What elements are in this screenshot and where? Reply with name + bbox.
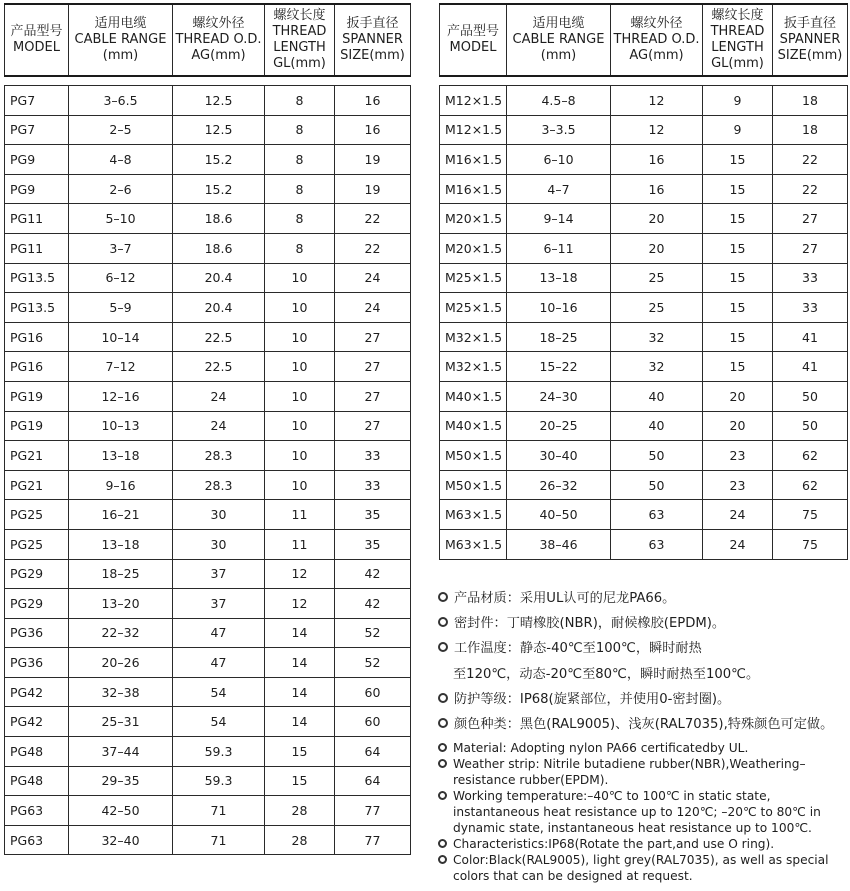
cell-thread-od: 32 [611,322,703,352]
note-material-cn: 产品材质：采用UL认可的尼龙PA66。 [438,586,850,611]
cell-cable-range: 29–35 [69,766,173,796]
cell-model: PG11 [5,204,69,234]
cell-cable-range: 2–6 [69,174,173,204]
cell-model: M12×1.5 [440,86,507,116]
cell-model: PG21 [5,441,69,471]
cell-thread-length: 20 [703,411,773,441]
table-row [5,618,411,648]
cell-cable-range: 20–25 [507,411,611,441]
cell-spanner-size: 22 [773,145,848,175]
table-row [440,86,848,116]
table-row [440,411,848,441]
cell-model: PG29 [5,589,69,619]
cell-thread-length: 14 [265,677,335,707]
product-notes [438,586,850,884]
cell-thread-length: 14 [265,707,335,737]
table-row [440,322,848,352]
header-thread-od: 螺纹外径 THREAD O.D. AG(mm) [611,4,703,76]
table-row [5,204,411,234]
cell-thread-length: 24 [703,529,773,559]
table-row [440,115,848,145]
cell-thread-length: 12 [265,589,335,619]
cell-spanner-size: 24 [335,293,411,323]
cell-model: M40×1.5 [440,411,507,441]
cell-model: PG36 [5,648,69,678]
cell-thread-od: 30 [173,529,265,559]
table-row [5,529,411,559]
cell-thread-length: 10 [265,381,335,411]
header-spanner-size: 扳手直径 SPANNER SIZE(mm) [335,4,411,76]
cell-cable-range: 16–21 [69,500,173,530]
table-row [440,441,848,471]
cell-spanner-size: 18 [773,115,848,145]
cell-thread-od: 20 [611,233,703,263]
cell-model: PG48 [5,737,69,767]
cell-model: PG11 [5,233,69,263]
header-thread-length: 螺纹长度 THREAD LENGTH GL(mm) [265,4,335,76]
cell-cable-range: 10–13 [69,411,173,441]
cell-spanner-size: 62 [773,470,848,500]
cell-thread-length: 15 [703,352,773,382]
header-gap [440,76,848,86]
table-row [5,86,411,116]
cell-spanner-size: 27 [773,233,848,263]
cell-model: PG7 [5,115,69,145]
note-temperature-cn: 工作温度：静态-40℃至100℃，瞬时耐热 [438,636,850,661]
table-row [5,441,411,471]
cell-cable-range: 6–10 [507,145,611,175]
table-row [5,381,411,411]
cell-thread-od: 47 [173,618,265,648]
pg-spec-rows [5,86,411,855]
table-row [5,263,411,293]
cell-thread-length: 10 [265,411,335,441]
cell-thread-od: 32 [611,352,703,382]
cell-model: PG9 [5,174,69,204]
cell-cable-range: 13–18 [69,529,173,559]
cell-cable-range: 3–6.5 [69,86,173,116]
metric-spec-table [439,3,848,560]
cell-thread-od: 16 [611,174,703,204]
cell-spanner-size: 27 [335,322,411,352]
table-row [5,707,411,737]
cell-model: M32×1.5 [440,322,507,352]
cell-thread-od: 59.3 [173,737,265,767]
header-thread-length: 螺纹长度 THREAD LENGTH GL(mm) [703,4,773,76]
cell-spanner-size: 35 [335,529,411,559]
cell-thread-length: 28 [265,796,335,826]
table-row [5,737,411,767]
cell-model: PG63 [5,796,69,826]
cell-cable-range: 18–25 [69,559,173,589]
cell-thread-od: 50 [611,470,703,500]
table-row [440,381,848,411]
cell-thread-od: 28.3 [173,441,265,471]
note-temperature-cn-cont: 至120℃，动态-20℃至80℃，瞬时耐热至100℃。 [453,666,760,682]
table-row [5,559,411,589]
cell-thread-od: 18.6 [173,204,265,234]
cell-thread-length: 9 [703,115,773,145]
bullet-icon [438,791,447,800]
cell-thread-length: 15 [703,322,773,352]
cell-thread-od: 18.6 [173,233,265,263]
cell-spanner-size: 33 [335,441,411,471]
pg-spec-table [4,3,411,855]
bullet-icon [438,855,447,864]
cell-thread-od: 20.4 [173,293,265,323]
cell-cable-range: 6–12 [69,263,173,293]
cell-spanner-size: 41 [773,322,848,352]
cell-model: PG9 [5,145,69,175]
table-row [5,796,411,826]
cell-cable-range: 4–8 [69,145,173,175]
cell-model: M25×1.5 [440,293,507,323]
cell-model: M25×1.5 [440,263,507,293]
table-row [5,293,411,323]
cell-thread-length: 15 [703,204,773,234]
cell-thread-od: 20 [611,204,703,234]
cell-model: PG16 [5,322,69,352]
cell-spanner-size: 62 [773,441,848,471]
cell-thread-od: 71 [173,796,265,826]
cell-thread-od: 28.3 [173,470,265,500]
table-row [5,411,411,441]
note-color-en: Color:Black(RAL9005), light grey(RAL7035), as well as special colors that can be designed at request. [438,852,850,884]
cell-model: M12×1.5 [440,115,507,145]
table-row [440,263,848,293]
cell-cable-range: 32–38 [69,677,173,707]
cell-cable-range: 24–30 [507,381,611,411]
cell-thread-length: 8 [265,86,335,116]
bullet-icon [438,759,447,768]
cell-cable-range: 10–16 [507,293,611,323]
cell-thread-od: 37 [173,559,265,589]
cell-cable-range: 5–10 [69,204,173,234]
cell-model: M50×1.5 [440,441,507,471]
cell-spanner-size: 18 [773,86,848,116]
cell-thread-od: 37 [173,589,265,619]
cell-thread-od: 59.3 [173,766,265,796]
cell-cable-range: 9–14 [507,204,611,234]
cell-thread-length: 12 [265,559,335,589]
cell-cable-range: 3–3.5 [507,115,611,145]
cell-thread-od: 22.5 [173,352,265,382]
cell-thread-od: 15.2 [173,174,265,204]
cell-cable-range: 2–5 [69,115,173,145]
cell-thread-od: 54 [173,707,265,737]
note-characteristics-en: Characteristics:IP68(Rotate the part,and use O ring). [438,836,850,852]
cell-cable-range: 32–40 [69,825,173,855]
cell-thread-length: 10 [265,263,335,293]
cell-model: M63×1.5 [440,500,507,530]
cell-thread-length: 8 [265,233,335,263]
cell-spanner-size: 75 [773,529,848,559]
cell-model: M32×1.5 [440,352,507,382]
cell-cable-range: 9–16 [69,470,173,500]
table-row [440,529,848,559]
cell-cable-range: 26–32 [507,470,611,500]
cell-cable-range: 4.5–8 [507,86,611,116]
cell-thread-od: 12.5 [173,115,265,145]
cell-cable-range: 30–40 [507,441,611,471]
cell-thread-length: 10 [265,470,335,500]
cell-spanner-size: 24 [335,263,411,293]
table-row [440,470,848,500]
cell-thread-od: 20.4 [173,263,265,293]
cell-cable-range: 13–18 [69,441,173,471]
cell-model: M20×1.5 [440,233,507,263]
cell-thread-od: 15.2 [173,145,265,175]
cell-cable-range: 12–16 [69,381,173,411]
cell-model: PG63 [5,825,69,855]
cell-spanner-size: 52 [335,648,411,678]
cell-thread-length: 23 [703,441,773,471]
cell-model: M50×1.5 [440,470,507,500]
cell-spanner-size: 33 [335,470,411,500]
cell-model: PG21 [5,470,69,500]
cell-spanner-size: 27 [773,204,848,234]
cell-spanner-size: 35 [335,500,411,530]
bullet-icon [438,718,448,728]
cell-spanner-size: 33 [773,263,848,293]
cell-thread-length: 10 [265,293,335,323]
cell-spanner-size: 27 [335,411,411,441]
bullet-icon [438,617,448,627]
cell-spanner-size: 22 [773,174,848,204]
cell-cable-range: 38–46 [507,529,611,559]
header-row [440,4,848,76]
table-row [440,204,848,234]
bullet-icon [438,743,447,752]
cell-spanner-size: 77 [335,796,411,826]
cell-model: PG42 [5,707,69,737]
cell-spanner-size: 27 [335,381,411,411]
cell-thread-length: 24 [703,500,773,530]
table-row [5,648,411,678]
cell-thread-length: 10 [265,322,335,352]
cell-spanner-size: 75 [773,500,848,530]
cell-thread-length: 23 [703,470,773,500]
cell-cable-range: 10–14 [69,322,173,352]
table-row [5,174,411,204]
cell-thread-length: 9 [703,86,773,116]
cell-thread-od: 12 [611,115,703,145]
cell-cable-range: 7–12 [69,352,173,382]
cell-cable-range: 40–50 [507,500,611,530]
cell-thread-length: 15 [703,174,773,204]
note-protection-cn: 防护等级：IP68(旋紧部位，并使用0-密封圈)。 [438,687,850,712]
cell-model: M16×1.5 [440,174,507,204]
cell-thread-od: 47 [173,648,265,678]
cell-thread-length: 11 [265,500,335,530]
note-temperature-en: Working temperature:–40℃ to 100℃ in static state, instantaneous heat resistance up to 120℃; –20℃ to 80℃ in dynamic state, instantaneous heat resistance up to 100℃. [438,788,850,836]
header-thread-od: 螺纹外径 THREAD O.D. AG(mm) [173,4,265,76]
cell-thread-od: 63 [611,500,703,530]
bullet-icon [438,642,448,652]
cell-cable-range: 3–7 [69,233,173,263]
cell-thread-length: 15 [703,233,773,263]
table-row [5,322,411,352]
cell-spanner-size: 41 [773,352,848,382]
cell-spanner-size: 60 [335,677,411,707]
table-row [5,470,411,500]
cell-model: PG42 [5,677,69,707]
table-row [440,500,848,530]
cell-model: PG19 [5,381,69,411]
cell-model: PG25 [5,500,69,530]
cell-thread-length: 10 [265,441,335,471]
cell-thread-length: 15 [703,263,773,293]
bullet-icon [438,839,447,848]
cell-thread-od: 30 [173,500,265,530]
cell-thread-length: 14 [265,648,335,678]
cell-model: M20×1.5 [440,204,507,234]
header-spanner-size: 扳手直径 SPANNER SIZE(mm) [773,4,848,76]
cell-model: PG19 [5,411,69,441]
table-row [5,766,411,796]
cell-thread-od: 40 [611,381,703,411]
cell-thread-od: 71 [173,825,265,855]
header-cable-range: 适用电缆 CABLE RANGE (mm) [507,4,611,76]
cell-cable-range: 4–7 [507,174,611,204]
cell-thread-length: 28 [265,825,335,855]
cell-spanner-size: 22 [335,204,411,234]
cell-thread-length: 10 [265,352,335,382]
cell-thread-od: 63 [611,529,703,559]
cell-model: PG13.5 [5,293,69,323]
note-color-cn: 颜色种类：黑色(RAL9005)、浅灰(RAL7035),特殊颜色可定做。 [438,712,850,737]
header-gap [5,76,411,86]
cell-cable-range: 13–18 [507,263,611,293]
cell-cable-range: 5–9 [69,293,173,323]
cell-thread-od: 12.5 [173,86,265,116]
cell-model: PG29 [5,559,69,589]
cell-spanner-size: 27 [335,352,411,382]
cell-cable-range: 42–50 [69,796,173,826]
cell-model: PG13.5 [5,263,69,293]
cell-cable-range: 6–11 [507,233,611,263]
cell-thread-od: 24 [173,411,265,441]
header-model: 产品型号 MODEL [440,4,507,76]
cell-spanner-size: 77 [335,825,411,855]
cell-cable-range: 15–22 [507,352,611,382]
cell-cable-range: 22–32 [69,618,173,648]
cell-thread-od: 54 [173,677,265,707]
cell-thread-length: 15 [703,145,773,175]
cell-thread-od: 25 [611,263,703,293]
cell-spanner-size: 33 [773,293,848,323]
table-row [5,145,411,175]
cell-thread-length: 11 [265,529,335,559]
cell-spanner-size: 19 [335,174,411,204]
cell-cable-range: 37–44 [69,737,173,767]
cell-model: M16×1.5 [440,145,507,175]
cell-thread-od: 16 [611,145,703,175]
cell-spanner-size: 64 [335,737,411,767]
cell-thread-od: 24 [173,381,265,411]
cell-thread-length: 20 [703,381,773,411]
cell-thread-length: 8 [265,204,335,234]
table-row [5,589,411,619]
bullet-icon [438,592,448,602]
cell-spanner-size: 64 [335,766,411,796]
table-row [5,825,411,855]
metric-spec-rows [440,86,848,560]
cell-thread-length: 15 [703,293,773,323]
cell-model: PG48 [5,766,69,796]
cell-spanner-size: 16 [335,115,411,145]
cell-spanner-size: 42 [335,559,411,589]
table-row [440,352,848,382]
cell-spanner-size: 52 [335,618,411,648]
cell-model: PG36 [5,618,69,648]
cell-model: M63×1.5 [440,529,507,559]
table-row [440,145,848,175]
cell-thread-length: 8 [265,145,335,175]
cell-cable-range: 20–26 [69,648,173,678]
cell-thread-od: 22.5 [173,322,265,352]
cell-model: PG7 [5,86,69,116]
cell-thread-length: 15 [265,737,335,767]
cell-model: PG16 [5,352,69,382]
cell-thread-length: 8 [265,174,335,204]
cell-spanner-size: 60 [335,707,411,737]
table-row [5,677,411,707]
table-row [440,233,848,263]
bullet-icon [438,693,448,703]
cell-cable-range: 18–25 [507,322,611,352]
header-model: 产品型号 MODEL [5,4,69,76]
cell-thread-length: 14 [265,618,335,648]
cell-model: PG25 [5,529,69,559]
table-row [5,115,411,145]
cell-model: M40×1.5 [440,381,507,411]
table-row [5,500,411,530]
header-row [5,4,411,76]
table-row [5,352,411,382]
cell-thread-od: 25 [611,293,703,323]
cell-cable-range: 25–31 [69,707,173,737]
cell-thread-length: 15 [265,766,335,796]
cell-thread-od: 40 [611,411,703,441]
table-row [5,233,411,263]
header-cable-range: 适用电缆 CABLE RANGE (mm) [69,4,173,76]
cell-spanner-size: 42 [335,589,411,619]
cell-spanner-size: 22 [335,233,411,263]
table-row [440,174,848,204]
cell-spanner-size: 50 [773,411,848,441]
cell-thread-od: 50 [611,441,703,471]
note-seal-en: Weather strip: Nitrile butadiene rubber(NBR),Weathering–resistance rubber(EPDM). [438,756,850,788]
note-material-en: Material: Adopting nylon PA66 certificatedby UL. [438,740,850,756]
cell-thread-length: 8 [265,115,335,145]
cell-spanner-size: 19 [335,145,411,175]
cell-cable-range: 13–20 [69,589,173,619]
cell-spanner-size: 16 [335,86,411,116]
note-seal-cn: 密封件：丁晴橡胶(NBR)，耐候橡胶(EPDM)。 [438,611,850,636]
table-row [440,293,848,323]
cell-thread-od: 12 [611,86,703,116]
cell-spanner-size: 50 [773,381,848,411]
